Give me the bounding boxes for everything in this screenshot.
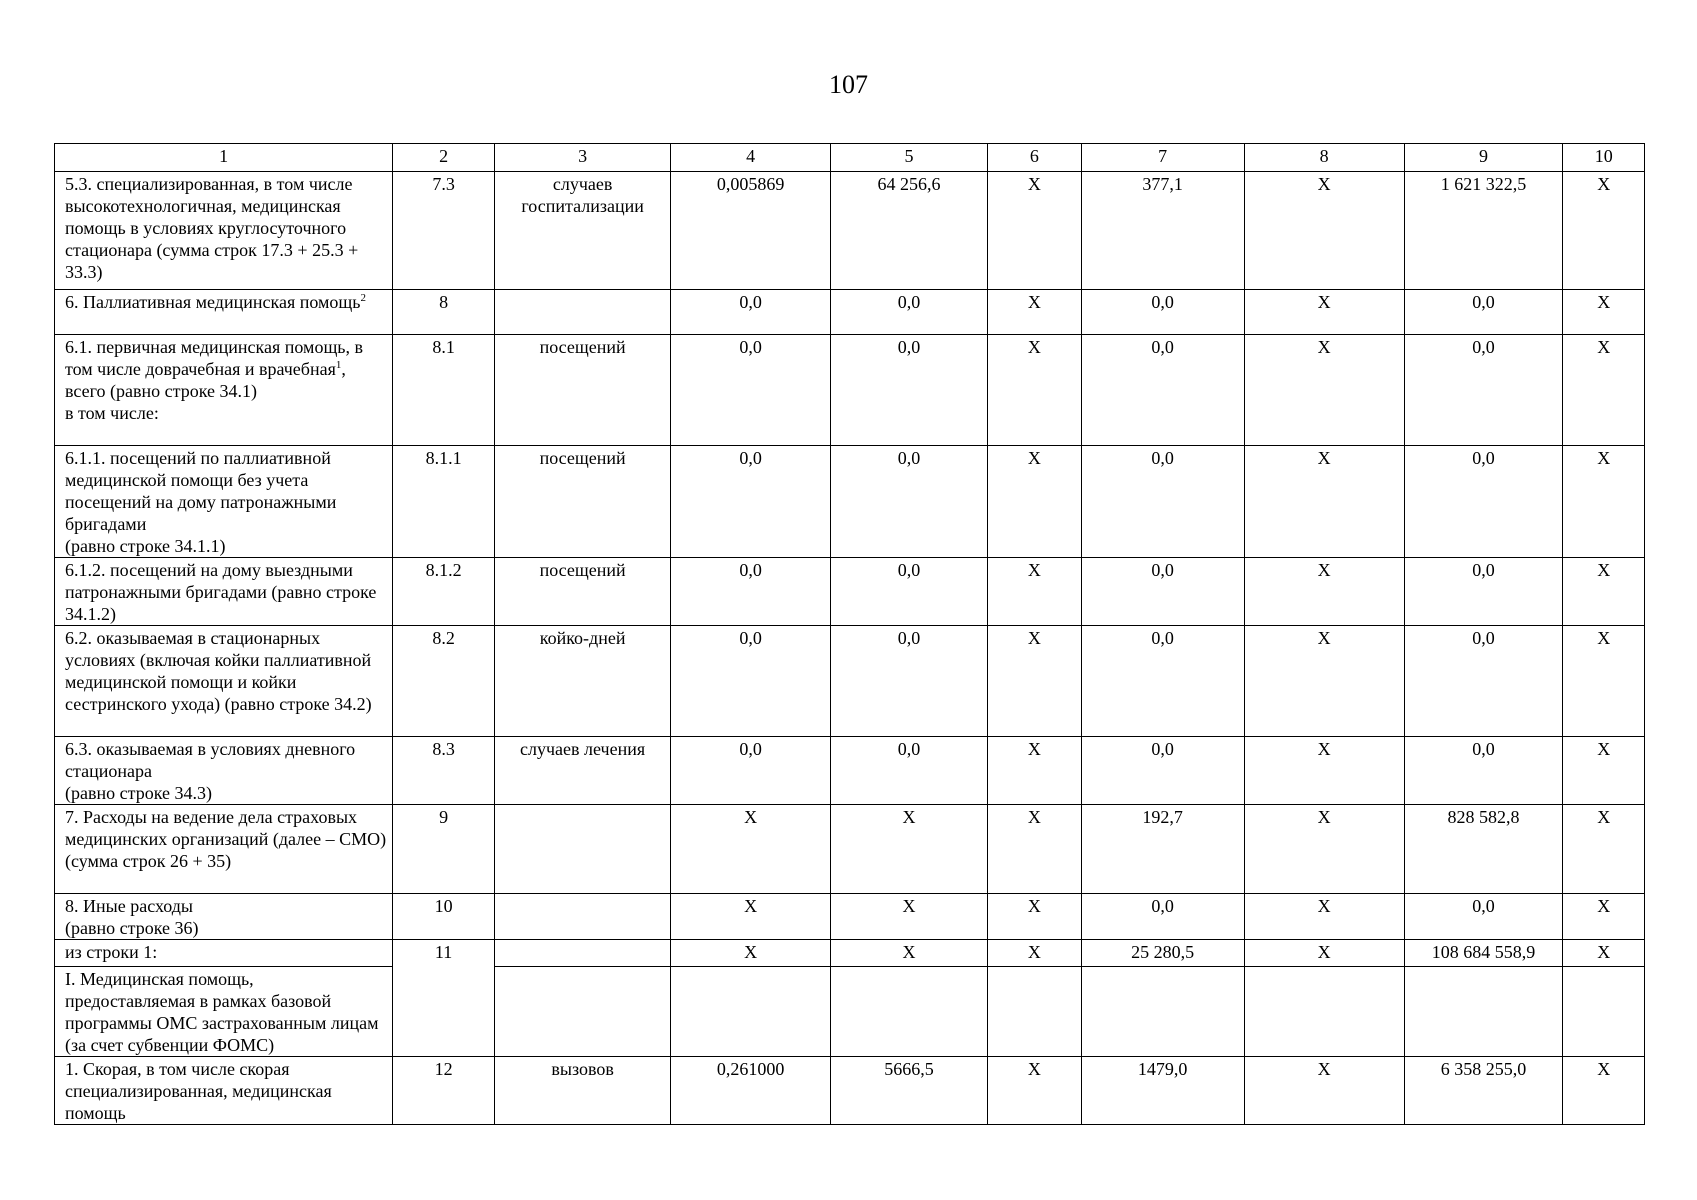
table-row: [55, 290, 1645, 335]
row-col5: 0,0: [831, 626, 988, 737]
row-code: 8.3: [393, 737, 495, 805]
row-name: 7. Расходы на ведение дела страховых медицинских организаций (далее – СМО) (сумма строк 26 + 35): [55, 805, 393, 894]
row-col6: Х: [987, 290, 1081, 335]
row-code: 12: [393, 1057, 495, 1125]
row-col9: 0,0: [1404, 626, 1563, 737]
table-row: [55, 446, 1645, 558]
row-col4: 0,005869: [671, 172, 831, 290]
row-col7: 1479,0: [1081, 1057, 1244, 1125]
row-col8: Х: [1244, 894, 1404, 940]
row-code: 7.3: [393, 172, 495, 290]
row-col5: 0,0: [831, 290, 988, 335]
row-name: 6.1.2. посещений на дому выездными патронажными бригадами (равно строке 34.1.2): [55, 558, 393, 626]
row-col7: [1081, 967, 1244, 1057]
header-cell: 4: [671, 144, 831, 172]
footnote-mark: 2: [360, 292, 366, 304]
row-col6: Х: [987, 558, 1081, 626]
row-col10: Х: [1563, 558, 1645, 626]
row-col6: Х: [987, 446, 1081, 558]
row-col8: Х: [1244, 737, 1404, 805]
row-unit: вызовов: [495, 1057, 671, 1125]
row-col10: Х: [1563, 737, 1645, 805]
header-cell: 6: [987, 144, 1081, 172]
row-col10: Х: [1563, 894, 1645, 940]
row-name-tail: в том числе:: [65, 403, 159, 423]
row-col6: Х: [987, 335, 1081, 446]
row-code: 8.1.2: [393, 558, 495, 626]
row-col5: 64 256,6: [831, 172, 988, 290]
row-name: [55, 446, 393, 558]
row-unit: случаев госпитализации: [495, 172, 671, 290]
row-name-tail: (равно строке 34.1.1): [65, 536, 226, 556]
row-name-text: 6.3. оказываемая в условиях дневного стационара: [65, 739, 356, 781]
row-code: 11: [393, 940, 495, 1057]
row-col7: 192,7: [1081, 805, 1244, 894]
row-col7: 0,0: [1081, 894, 1244, 940]
row-col8: Х: [1244, 940, 1404, 967]
row-name-tail: (равно строке 36): [65, 918, 199, 938]
row-col8: Х: [1244, 446, 1404, 558]
table-row: [55, 737, 1645, 805]
table-row: [55, 172, 1645, 290]
header-cell: 7: [1081, 144, 1244, 172]
footnote-mark: 1: [335, 359, 342, 371]
row-unit: посещений: [495, 335, 671, 446]
row-col7: 25 280,5: [1081, 940, 1244, 967]
header-cell: 10: [1563, 144, 1645, 172]
row-col9: 828 582,8: [1404, 805, 1563, 894]
row-col9: 6 358 255,0: [1404, 1057, 1563, 1125]
table-row: [55, 626, 1645, 737]
row-col7: 377,1: [1081, 172, 1244, 290]
section-heading: I. Медицинская помощь, предоставляемая в рамках базовой программы ОМС застрахованным лицам (за счет субвенции ФОМС): [55, 967, 393, 1057]
row-col7: 0,0: [1081, 558, 1244, 626]
row-col5: Х: [831, 894, 988, 940]
row-col8: [1244, 967, 1404, 1057]
row-code: 9: [393, 805, 495, 894]
row-col6: Х: [987, 626, 1081, 737]
row-col9: 0,0: [1404, 737, 1563, 805]
row-unit: койко-дней: [495, 626, 671, 737]
table-row: [55, 335, 1645, 446]
header-cell: 1: [55, 144, 393, 172]
row-name-text: 6. Паллиативная медицинская помощь: [65, 292, 361, 312]
row-col5: 0,0: [831, 558, 988, 626]
row-unit: [495, 967, 671, 1057]
row-name: [55, 335, 393, 446]
row-name-text: 6.1.1. посещений по паллиативной медицинской помощи без учета посещений на дому патронажными бригадами: [65, 448, 337, 534]
row-unit: [495, 940, 671, 967]
row-name: [55, 894, 393, 940]
row-col9: [1404, 967, 1563, 1057]
row-col6: Х: [987, 1057, 1081, 1125]
row-name: из строки 1:: [55, 940, 393, 967]
row-col6: Х: [987, 940, 1081, 967]
row-unit: [495, 805, 671, 894]
row-code: 8.1: [393, 335, 495, 446]
row-col9: 108 684 558,9: [1404, 940, 1563, 967]
row-col10: Х: [1563, 335, 1645, 446]
row-name-text: 8. Иные расходы: [65, 896, 194, 916]
row-col8: Х: [1244, 558, 1404, 626]
row-name-tail: (равно строке 34.3): [65, 783, 212, 803]
row-code: 8.1.1: [393, 446, 495, 558]
row-col9: 0,0: [1404, 290, 1563, 335]
row-col10: Х: [1563, 172, 1645, 290]
row-col10: Х: [1563, 1057, 1645, 1125]
row-name: 1. Скорая, в том числе скорая специализированная, медицинская помощь: [55, 1057, 393, 1125]
header-cell: 2: [393, 144, 495, 172]
row-col10: Х: [1563, 940, 1645, 967]
row-col6: [987, 967, 1081, 1057]
row-col4: 0,0: [671, 737, 831, 805]
page-number: 107: [829, 70, 868, 99]
table-row: [55, 805, 1645, 894]
row-col10: Х: [1563, 805, 1645, 894]
row-col9: 0,0: [1404, 335, 1563, 446]
row-col8: Х: [1244, 335, 1404, 446]
row-name: 5.3. специализированная, в том числе высокотехнологичная, медицинская помощь в условиях круглосуточного стационара (сумма строк 17.3 + 25.3 + 33.3): [55, 172, 393, 290]
row-col4: 0,0: [671, 558, 831, 626]
header-cell: 8: [1244, 144, 1404, 172]
row-name-text: 6.1. первичная медицинская помощь, в том числе доврачебная и врачебная: [65, 337, 364, 379]
row-col5: [831, 967, 988, 1057]
table-row: [55, 940, 1645, 967]
row-col7: 0,0: [1081, 290, 1244, 335]
row-col4: 0,0: [671, 290, 831, 335]
row-unit: посещений: [495, 558, 671, 626]
table-row: [55, 894, 1645, 940]
row-col4: 0,0: [671, 446, 831, 558]
header-cell: 5: [831, 144, 988, 172]
row-col9: 1 621 322,5: [1404, 172, 1563, 290]
row-col6: Х: [987, 737, 1081, 805]
row-col6: Х: [987, 894, 1081, 940]
row-col4: Х: [671, 940, 831, 967]
row-col5: 0,0: [831, 446, 988, 558]
row-col9: 0,0: [1404, 894, 1563, 940]
row-col9: 0,0: [1404, 558, 1563, 626]
row-unit: [495, 894, 671, 940]
table-row: [55, 967, 1645, 1057]
row-unit: посещений: [495, 446, 671, 558]
row-col5: 0,0: [831, 335, 988, 446]
row-col8: Х: [1244, 172, 1404, 290]
header-cell: 3: [495, 144, 671, 172]
table-row: [55, 558, 1645, 626]
row-name: 6.2. оказываемая в стационарных условиях (включая койки паллиативной медицинской помощи и койки сестринского ухода) (равно строке 34.2): [55, 626, 393, 737]
row-col10: [1563, 967, 1645, 1057]
row-col8: Х: [1244, 290, 1404, 335]
row-code: 8.2: [393, 626, 495, 737]
row-name-text: , всего (равно строке 34.1): [65, 359, 346, 401]
row-col5: 5666,5: [831, 1057, 988, 1125]
row-col5: 0,0: [831, 737, 988, 805]
row-col10: Х: [1563, 626, 1645, 737]
table-row: [55, 1057, 1645, 1125]
row-col5: Х: [831, 940, 988, 967]
row-col4: 0,0: [671, 335, 831, 446]
row-col4: [671, 967, 831, 1057]
row-col10: Х: [1563, 446, 1645, 558]
row-col7: 0,0: [1081, 335, 1244, 446]
row-code: 8: [393, 290, 495, 335]
row-name: [55, 290, 393, 335]
row-col4: Х: [671, 894, 831, 940]
row-col7: 0,0: [1081, 626, 1244, 737]
row-col8: Х: [1244, 626, 1404, 737]
row-col4: 0,261000: [671, 1057, 831, 1125]
row-col5: Х: [831, 805, 988, 894]
row-col6: Х: [987, 805, 1081, 894]
header-cell: 9: [1404, 144, 1563, 172]
row-col6: Х: [987, 172, 1081, 290]
row-name: [55, 737, 393, 805]
row-code: 10: [393, 894, 495, 940]
row-col8: Х: [1244, 805, 1404, 894]
row-col7: 0,0: [1081, 737, 1244, 805]
row-unit: случаев лечения: [495, 737, 671, 805]
row-col10: Х: [1563, 290, 1645, 335]
table-header-row: [55, 144, 1645, 172]
data-table: [54, 143, 1645, 1125]
row-unit: [495, 290, 671, 335]
row-col4: Х: [671, 805, 831, 894]
row-col7: 0,0: [1081, 446, 1244, 558]
row-col4: 0,0: [671, 626, 831, 737]
row-col9: 0,0: [1404, 446, 1563, 558]
row-col8: Х: [1244, 1057, 1404, 1125]
